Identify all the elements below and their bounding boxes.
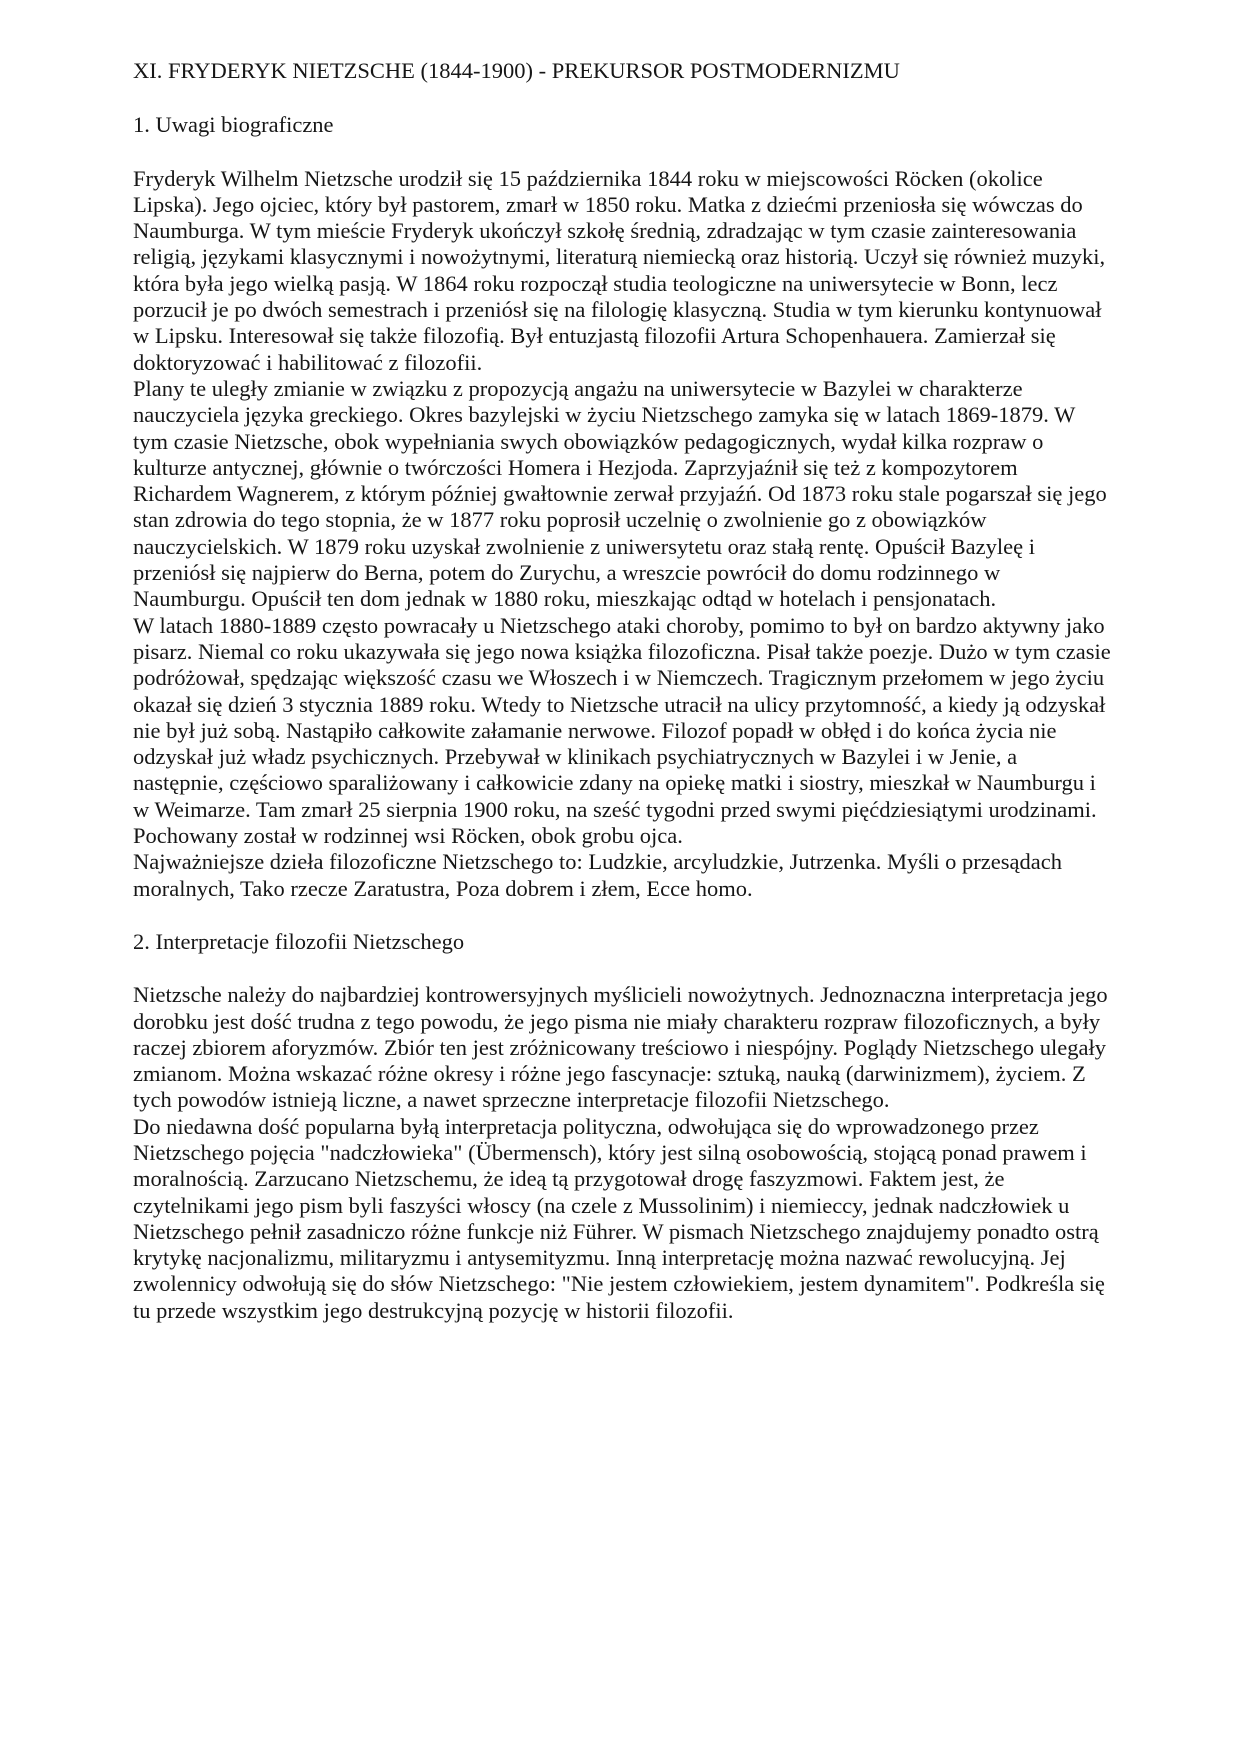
section-1-body bbox=[133, 166, 1112, 902]
paragraph-interpretations-2: Do niedawna dość popularna byłą interpretacja polityczna, odwołująca się do wprowadzonego przez Nietzschego pojęcia "nadczłowieka" (Übermensch), który jest silną osobowością, stojącą ponad prawem i moralnością. Zarzucano Nietzschemu, że ideą tą przygotował drogę faszyzmowi. Faktem jest, że czytelnikami jego pism byli faszyści włoscy (na czele z Mussolinim) i niemieccy, jednak nadczłowiek u Nietzschego pełnił zasadniczo różne funkcje niż Führer. W pismach Nietzschego znajdujemy ponadto ostrą krytykę nacjonalizmu, militaryzmu i antysemityzmu. Inną interpretację można nazwać rewolucyjną. Jej zwolennicy odwołują się do słów Nietzschego: "Nie jestem człowiekiem, jestem dynamitem". Podkreśla się tu przede wszystkim jego destrukcyjną pozycję w historii filozofii. bbox=[133, 1113, 1105, 1323]
section-2-heading: 2. Interpretacje filozofii Nietzschego bbox=[133, 928, 465, 954]
section-2-body bbox=[133, 982, 1112, 1324]
paragraph-biography-2: Plany te uległy zmianie w związku z propozycją angażu na uniwersytecie w Bazylei w charakterze nauczyciela języka greckiego. Okres bazylejski w życiu Nietzschego zamyka się w latach 1869-1879. W tym czasie Nietzsche, obok wypełniania swych obowiązków pedagogicznych, wydał kilka rozpraw o kulturze antycznej, głównie o twórczości Homera i Hezjoda. Zaprzyjaźnił się też z kompozytorem Richardem Wagnerem, z którym później gwałtownie zerwał przyjaźń. Od 1873 roku stale pogarszał się jego stan zdrowia do tego stopnia, że w 1877 roku poprosił uczelnię o zwolnienie go z obowiązków nauczycielskich. W 1879 roku uzyskał zwolnienie z uniwersytetu oraz stałą rentę. Opuścił Bazyleę i przeniósł się najpierw do Berna, potem do Zurychu, a wreszcie powrócił do domu rodzinnego w Naumburgu. Opuścił ten dom jednak w 1880 roku, mieszkając odtąd w hotelach i pensjonatach. bbox=[133, 375, 1107, 612]
document-title: XI. FRYDERYK NIETZSCHE (1844-1900) - PREKURSOR POSTMODERNIZMU bbox=[133, 58, 900, 83]
paragraph-biography-1: Fryderyk Wilhelm Nietzsche urodził się 15 października 1844 roku w miejscowości Röcken (okolice Lipska). Jego ojciec, który był pastorem, zmarł w 1850 roku. Matka z dziećmi przeniosła się wówczas do Naumburga. W tym mieście Fryderyk ukończył szkołę średnią, zdradzając w tym czasie zainteresowania religią, językami klasycznymi i nowożytnymi, literaturą niemiecką oraz historią. Uczył się również muzyki, która była jego wielką pasją. W 1864 roku rozpoczął studia teologiczne na uniwersytecie w Bonn, lecz porzucił je po dwóch semestrach i przeniósł się na filologię klasyczną. Studia w tym kierunku kontynuował w Lipsku. Interesował się także filozofią. Był entuzjastą filozofii Artura Schopenhauera. Zamierzał się doktoryzować i habilitować z filozofii. bbox=[133, 165, 1106, 375]
paragraph-biography-3: W latach 1880-1889 często powracały u Nietzschego ataki choroby, pomimo to był on bardzo aktywny jako pisarz. Niemal co roku ukazywała się jego nowa książka filozoficzna. Pisał także poezje. Dużo w tym czasie podróżował, spędzając większość czasu we Włoszech i w Niemczech. Tragicznym przełomem w jego życiu okazał się dzień 3 stycznia 1889 roku. Wtedy to Nietzsche utracił na ulicy przytomność, a kiedy ją odzyskał nie był już sobą. Nastąpiło całkowite załamanie nerwowe. Filozof popadł w obłęd i do końca życia nie odzyskał już władz psychicznych. Przebywał w klinikach psychiatrycznych w Bazylei i w Jenie, a następnie, częściowo sparaliżowany i całkowicie zdany na opiekę matki i siostry, mieszkał w Naumburgu i w Weimarze. Tam zmarł 25 sierpnia 1900 roku, na sześć tygodni przed swymi pięćdziesiątymi urodzinami. Pochowany został w rodzinnej wsi Röcken, obok grobu ojca. bbox=[133, 612, 1111, 849]
paragraph-major-works: Najważniejsze dzieła filozoficzne Nietzschego to: Ludzkie, arcyludzkie, Jutrzenka. Myśli o przesądach moralnych, Tako rzecze Zaratustra, Poza dobrem i złem, Ecce homo. bbox=[133, 849, 1062, 901]
paragraph-interpretations-1: Nietzsche należy do najbardziej kontrowersyjnych myślicieli nowożytnych. Jednoznaczna interpretacja jego dorobku jest dość trudna z tego powodu, że jego pisma nie miały charakteru rozpraw filozoficznych, a były raczej zbiorem aforyzmów. Zbiór ten jest zróżnicowany treściowo i niespójny. Poglądy Nietzschego ulegały zmianom. Można wskazać różne okresy i różne jego fascynacje: sztuką, nauką (darwinizmem), życiem. Z tych powodów istnieją liczne, a nawet sprzeczne interpretacje filozofii Nietzschego. bbox=[133, 982, 1108, 1113]
section-1-heading: 1. Uwagi biograficzne bbox=[133, 112, 334, 138]
